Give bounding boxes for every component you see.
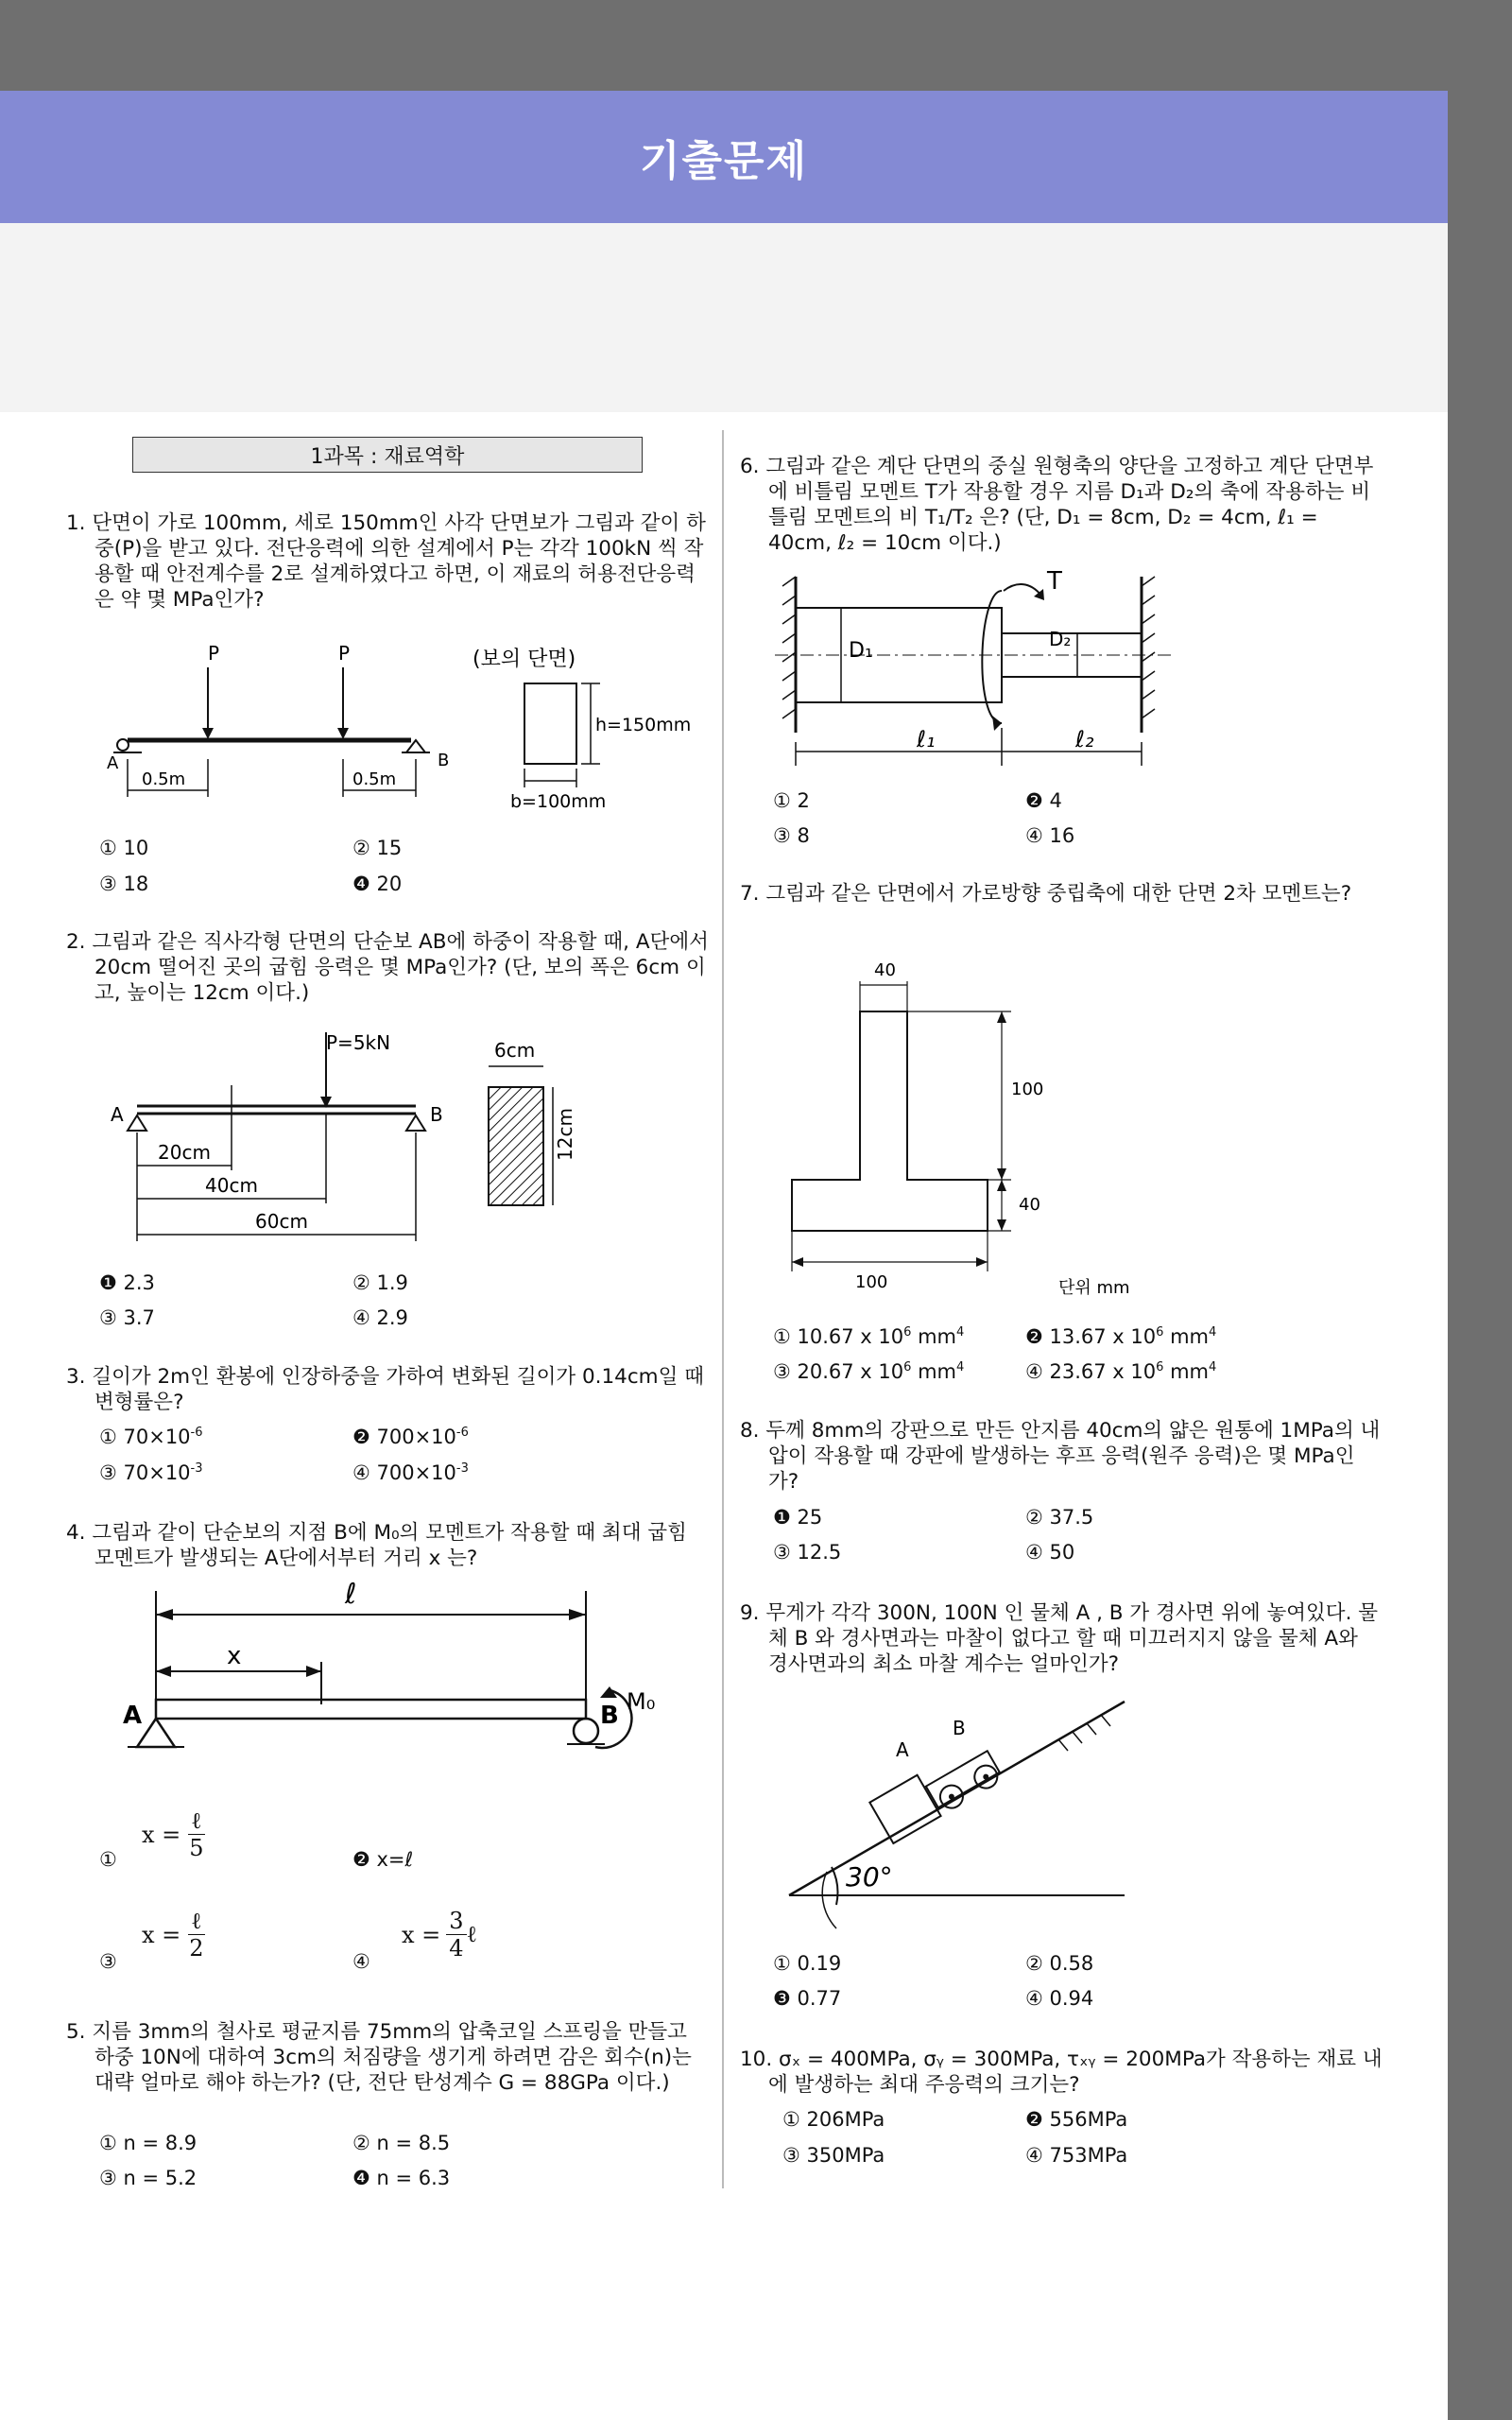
q6-d2-label: D₂ xyxy=(1049,628,1072,650)
question-5-text: 5. 지름 3mm의 철사로 평균지름 75mm의 압축코일 스프링을 만들고 하중 10N에 대하여 3cm의 처짐량을 생기게 하려면 감은 회수(n)는 대략 얼마로 해야 하는가? (단, 전단 탄성계수 G = 88GPa 이다.) xyxy=(66,2020,692,2095)
q7-option-3[interactable]: ③ 20.67 x $10^6$ $mm^4$ xyxy=(773,1360,965,1383)
q4-option-4-marker[interactable]: ④ xyxy=(352,1950,370,1973)
q1-support-b: B xyxy=(438,751,450,770)
q5-option-1[interactable]: ① n = 8.9 xyxy=(99,2132,198,2154)
q1-option-4[interactable]: ❹ 20 xyxy=(352,873,403,895)
q7-option-2[interactable]: ❷ 13.67 x $10^6$ $mm^4$ xyxy=(1025,1325,1217,1348)
q1-beam-figure xyxy=(99,641,704,821)
q4-option-1-formula[interactable]: x = ℓ 5 xyxy=(142,1807,204,1861)
q2-option-3[interactable]: ③ 3.7 xyxy=(99,1306,155,1329)
q5-option-4[interactable]: ❹ n = 6.3 xyxy=(352,2167,451,2189)
question-4-text: 4. 그림과 같이 단순보의 지점 B에 M₀의 모멘트가 작용할 때 최대 굽힘 모멘트가 발생되는 A단에서부터 거리 x 는? xyxy=(66,1521,687,1570)
column-divider xyxy=(722,430,724,2188)
q10-option-4[interactable]: ④ 753MPa xyxy=(1025,2144,1128,2167)
q4-x-label: x xyxy=(227,1642,242,1670)
q7-width-bottom: 100 xyxy=(855,1272,888,1292)
q6-l2-label: ℓ₂ xyxy=(1075,726,1094,752)
q9-option-2[interactable]: ② 0.58 xyxy=(1025,1952,1094,1975)
q1-load-label-1: P xyxy=(208,642,220,665)
q9-option-4[interactable]: ④ 0.94 xyxy=(1025,1987,1094,2010)
q10-option-1[interactable]: ① 206MPa xyxy=(782,2108,885,2131)
question-5 xyxy=(66,2019,709,2096)
question-6-text: 6. 그림과 같은 계단 단면의 중실 원형축의 양단을 고정하고 계단 단면부에 비틀림 모멘트 T가 작용할 경우 지름 D₁과 D₂의 축에 작용하는 비틀림 모멘트의 비 T₁/T₂ 은? (단, D₁ = 8cm, D₂ = 4cm, ℓ₁ = 40cm, ℓ₂ = 10cm 이다.) xyxy=(740,455,1374,555)
q1-option-1[interactable]: ① 10 xyxy=(99,837,149,859)
q9-angle-label: 30° xyxy=(846,1861,893,1893)
right-side-bar xyxy=(1448,0,1512,2420)
q1-height-label: h=150mm xyxy=(595,715,692,735)
q1-section-title: (보의 단면) xyxy=(472,648,576,671)
q4-option-4-formula[interactable]: x = $\frac{3}{4}$ ℓ xyxy=(402,1908,478,1962)
q4-option-3-marker[interactable]: ③ xyxy=(99,1950,117,1973)
question-9 xyxy=(740,1600,1383,1677)
q9-block-b: B xyxy=(953,1717,966,1739)
q7-option-1[interactable]: ① 10.67 x $10^6$ $mm^4$ xyxy=(773,1325,965,1348)
question-10-text: 10. σₓ = 400MPa, σᵧ = 300MPa, τₓᵧ = 200MPa가 작용하는 재료 내에 발생하는 최대 주응력의 크기는? xyxy=(740,2048,1383,2097)
question-10 xyxy=(740,2047,1383,2098)
q10-option-2[interactable]: ❷ 556MPa xyxy=(1025,2108,1128,2131)
question-4 xyxy=(66,1520,709,1571)
q3-option-2[interactable]: ❷ $700\times 10^{-6}$ xyxy=(352,1426,469,1448)
q6-torque-label: T xyxy=(1047,567,1062,596)
question-9-text: 9. 무게가 각각 300N, 100N 인 물체 A , B 가 경사면 위에 놓여있다. 물체 B 와 경사면과는 마찰이 없다고 할 때 미끄러지지 않을 물체 A와 경사면과의 최소 마찰 계수는 얼마인가? xyxy=(740,1601,1379,1676)
q2-beam-figure xyxy=(99,1028,628,1246)
q4-option-1-marker[interactable]: ① xyxy=(99,1848,117,1871)
q2-load-label: P=5kN xyxy=(326,1031,391,1054)
q3-option-4[interactable]: ④ $700\times 10^{-3}$ xyxy=(352,1461,469,1484)
q3-option-1[interactable]: ① $70\times 10^{-6}$ xyxy=(99,1426,203,1448)
q8-option-4[interactable]: ④ 50 xyxy=(1025,1541,1075,1564)
q8-option-1[interactable]: ❶ 25 xyxy=(773,1506,823,1529)
q7-height-top: 100 xyxy=(1011,1080,1044,1099)
q2-option-4[interactable]: ④ 2.9 xyxy=(352,1306,408,1329)
question-2 xyxy=(66,929,709,1006)
q8-option-3[interactable]: ③ 12.5 xyxy=(773,1541,842,1564)
q4-length-label: ℓ xyxy=(345,1578,357,1611)
q2-width-label: 6cm xyxy=(494,1039,536,1062)
q1-load-label-2: P xyxy=(338,642,351,665)
q1-dim-2: 0.5m xyxy=(352,769,397,789)
question-7-text: 7. 그림과 같은 단면에서 가로방향 중립축에 대한 단면 2차 모멘트는? xyxy=(740,882,1352,906)
q2-dim-3: 60cm xyxy=(255,1210,308,1233)
q4-option-2[interactable]: ❷ x=ℓ xyxy=(352,1848,414,1871)
q2-height-label: 12cm xyxy=(554,1108,576,1161)
question-3-text: 3. 길이가 2m인 환봉에 인장하중을 가하여 변화된 길이가 0.14cm일 때 변형률은? xyxy=(66,1365,704,1414)
question-1 xyxy=(66,510,709,613)
subject-label: 1과목 : 재료역학 xyxy=(132,437,643,473)
q4-support-a: A xyxy=(123,1702,143,1730)
q1-support-a: A xyxy=(107,753,119,773)
question-3 xyxy=(66,1364,709,1415)
q2-option-1[interactable]: ❶ 2.3 xyxy=(99,1271,155,1294)
question-7 xyxy=(740,881,1383,907)
q9-incline-figure xyxy=(784,1692,1143,1938)
q6-l1-label: ℓ₁ xyxy=(917,726,936,752)
q6-option-1[interactable]: ① 2 xyxy=(773,789,810,812)
question-6 xyxy=(740,454,1383,556)
q6-option-4[interactable]: ④ 16 xyxy=(1025,824,1075,847)
title-banner xyxy=(0,91,1448,223)
q5-option-2[interactable]: ② n = 8.5 xyxy=(352,2132,451,2154)
q2-option-2[interactable]: ② 1.9 xyxy=(352,1271,408,1294)
q4-beam-figure xyxy=(118,1577,685,1794)
top-bar xyxy=(0,0,1448,91)
q7-unit-label: 단위 mm xyxy=(1058,1278,1130,1298)
q1-width-label: b=100mm xyxy=(510,791,607,812)
q10-option-3[interactable]: ③ 350MPa xyxy=(782,2144,885,2167)
q1-option-2[interactable]: ② 15 xyxy=(352,837,403,859)
q2-support-b: B xyxy=(430,1103,443,1126)
q1-dim-1: 0.5m xyxy=(142,769,186,789)
q2-dim-2: 40cm xyxy=(205,1174,258,1197)
q4-option-3-formula[interactable]: x = ℓ 2 xyxy=(142,1908,204,1962)
q9-option-1[interactable]: ① 0.19 xyxy=(773,1952,842,1975)
question-2-text: 2. 그림과 같은 직사각형 단면의 단순보 AB에 하중이 작용할 때, A단에서 20cm 떨어진 곳의 굽힘 응력은 몇 MPa인가? (단, 보의 폭은 6cm 이고, 높이는 12cm 이다.) xyxy=(66,930,709,1005)
q9-block-a: A xyxy=(896,1738,909,1761)
question-8-text: 8. 두께 8mm의 강판으로 만든 안지름 40cm의 얇은 원통에 1MPa의 내압이 작용할 때 강판에 발생하는 후프 응력(원주 응력)은 몇 MPa인가? xyxy=(740,1419,1381,1494)
q6-d1-label: D₁ xyxy=(849,639,873,663)
q3-option-3[interactable]: ③ $70\times 10^{-3}$ xyxy=(99,1461,203,1484)
q7-option-4[interactable]: ④ 23.67 x $10^6$ $mm^4$ xyxy=(1025,1360,1217,1383)
blank-header-area xyxy=(0,223,1448,412)
q5-option-3[interactable]: ③ n = 5.2 xyxy=(99,2167,198,2189)
q1-option-3[interactable]: ③ 18 xyxy=(99,873,149,895)
q6-option-2[interactable]: ❷ 4 xyxy=(1025,789,1062,812)
question-1-text: 1. 단면이 가로 100mm, 세로 150mm인 사각 단면보가 그림과 같이 하중(P)을 받고 있다. 전단응력에 의한 설계에서 P는 각각 100kN 씩 작용할 때 안전계수를 2로 설계하였다고 하면, 이 재료의 허용전단응력은 약 몇 MPa인가? xyxy=(66,511,706,612)
q6-shaft-figure xyxy=(775,562,1172,775)
q6-option-3[interactable]: ③ 8 xyxy=(773,824,810,847)
q8-option-2[interactable]: ② 37.5 xyxy=(1025,1506,1094,1529)
page-title: 기출문제 xyxy=(639,137,808,185)
q7-height-bottom: 40 xyxy=(1019,1195,1040,1215)
question-8 xyxy=(740,1418,1383,1495)
q7-width-top: 40 xyxy=(874,960,896,980)
q4-support-b: B xyxy=(600,1702,619,1730)
q9-option-3[interactable]: ❸ 0.77 xyxy=(773,1987,842,2010)
q2-dim-1: 20cm xyxy=(158,1141,211,1164)
q2-support-a: A xyxy=(111,1103,124,1126)
q4-moment-label: M₀ xyxy=(627,1688,656,1715)
q7-section-figure xyxy=(775,955,1172,1305)
